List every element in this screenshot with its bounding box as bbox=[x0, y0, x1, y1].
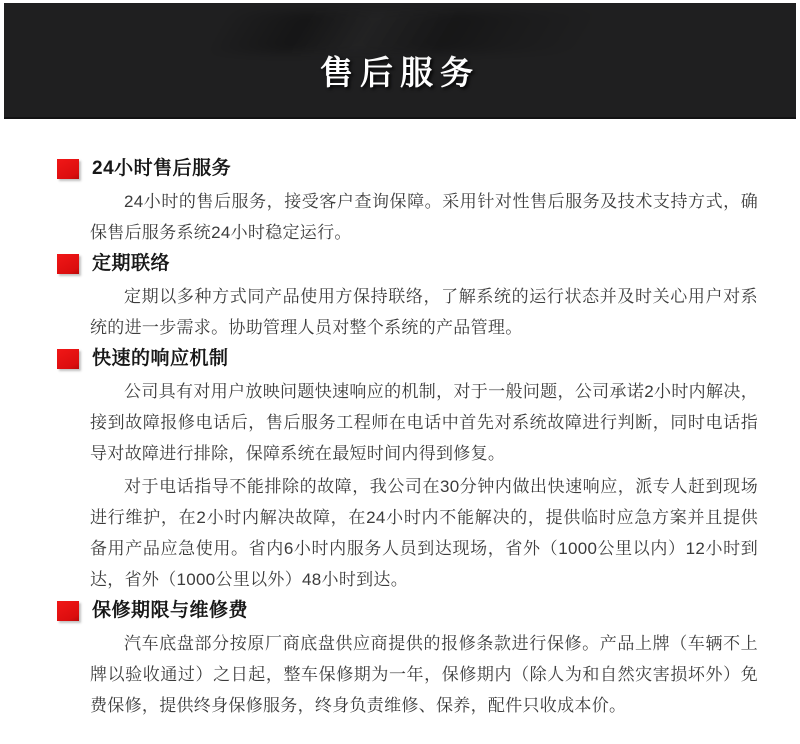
section-paragraph: 定期以多种方式同产品使用方保持联络，了解系统的运行状态并及时关心用户对系统的进一步需求。协助管理人员对整个系统的产品管理。 bbox=[90, 287, 758, 337]
red-square-bullet-icon bbox=[57, 254, 79, 274]
section-heading-row bbox=[57, 252, 762, 275]
page-header-banner bbox=[4, 3, 796, 119]
section-heading: 保修期限与维修费 bbox=[92, 600, 249, 621]
red-square-bullet-icon bbox=[57, 601, 79, 621]
red-square-bullet-icon bbox=[57, 159, 79, 179]
after-sales-service-page bbox=[0, 3, 800, 721]
red-square-bullet-icon bbox=[57, 349, 79, 369]
section-24h-service bbox=[57, 157, 762, 248]
section-regular-contact bbox=[57, 252, 762, 343]
section-heading: 24小时售后服务 bbox=[92, 158, 232, 179]
section-heading-row bbox=[57, 599, 762, 622]
section-rapid-response bbox=[57, 347, 762, 595]
section-heading: 定期联络 bbox=[92, 253, 171, 274]
section-paragraph: 对于电话指导不能排除的故障，我公司在30分钟内做出快速响应，派专人赶到现场进行维护，在2小时内解决故障，在24小时内不能解决的，提供临时应急方案并且提供备用产品应急使用。省内6小时内服务人员到达现场，省外（1000公里以内）12小时到达，省外（1000公里以外）48小时到达。 bbox=[90, 477, 758, 589]
section-heading: 快速的响应机制 bbox=[92, 348, 229, 369]
section-paragraph: 汽车底盘部分按原厂商底盘供应商提供的报修条款进行保修。产品上牌（车辆不上牌以验收通过）之日起，整车保修期为一年，保修期内（除人为和自然灾害损坏外）免费保修，提供终身保修服务，终身负责维修、保养，配件只收成本价。 bbox=[90, 634, 758, 715]
section-heading-row bbox=[57, 157, 762, 180]
section-paragraph: 24小时的售后服务，接受客户查询保障。采用针对性售后服务及技术支持方式，确保售后服务系统24小时稳定运行。 bbox=[90, 192, 758, 242]
section-heading-row bbox=[57, 347, 762, 370]
page-title: 售后服务 bbox=[320, 53, 480, 91]
content-area bbox=[0, 119, 800, 721]
section-paragraph: 公司具有对用户放映问题快速响应的机制，对于一般问题，公司承诺2小时内解决，接到故障报修电话后，售后服务工程师在电话中首先对系统故障进行判断，同时电话指导对故障进行排除，保障系统在最短时间内得到修复。 bbox=[90, 382, 758, 463]
section-warranty-fees bbox=[57, 599, 762, 721]
